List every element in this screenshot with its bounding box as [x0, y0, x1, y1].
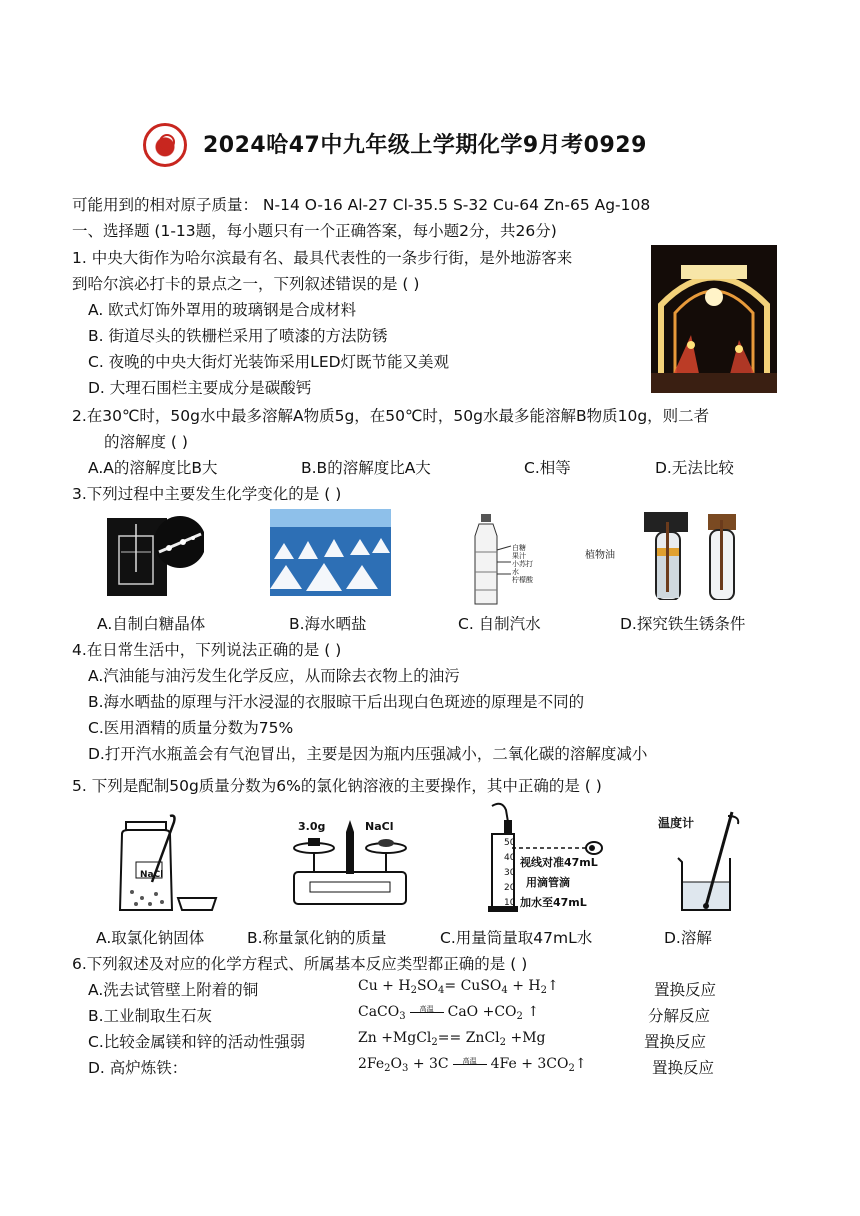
cylinder-tick-labels [504, 836, 518, 911]
jar-nacl-label: NaCl [140, 870, 164, 880]
q4-option-c: C.医用酒精的质量分数为75% [88, 719, 294, 737]
q6-option-a-text: A.洗去试管壁上附着的铜 [88, 981, 259, 999]
q3-option-b: B.海水晒盐 [289, 615, 367, 633]
q2-option-c: C.相等 [524, 459, 571, 477]
cyl-tick-30: 30 [504, 868, 516, 878]
page-title: 2024哈47中九年级上学期化学9月考0929 [203, 133, 647, 158]
q4-stem: 4.在日常生活中，下列说法正确的是 ( ) [72, 641, 342, 659]
q6-b-condition: 高温 [419, 1004, 434, 1013]
q6-option-a-type: 置换反应 [654, 981, 717, 999]
cyl-tick-50: 50 [504, 838, 516, 848]
q5-option-a: A.取氯化钠固体 [96, 929, 205, 947]
q1-option-b: B. 街道尽头的铁栅栏采用了喷漆的方法防锈 [88, 327, 388, 345]
cyl-tick-40: 40 [504, 853, 516, 863]
bottle-ingredients [512, 544, 552, 584]
q3-option-d: D.探究铁生锈条件 [620, 615, 746, 633]
bottle-label-sugar: 白糖 [512, 544, 526, 552]
q6-stem: 6.下列叙述及对应的化学方程式、所属基本反应类型都正确的是 ( ) [72, 955, 528, 973]
q6-option-b-equation: CaCO$_3$ 高温 CaO $+CO_2$ ↑ [358, 1004, 540, 1022]
q2-option-b: B.B的溶解度比A大 [301, 459, 431, 477]
q1-stem-line1: 1. 中央大街作为哈尔滨最有名、最具代表性的一条步行街，是外地游客来 [72, 249, 573, 267]
cyl-tick-20: 20 [504, 883, 516, 893]
q6-option-c-type: 置换反应 [644, 1033, 707, 1051]
q4-option-d: D.打开汽水瓶盖会有气泡冒出，主要是因为瓶内压强减小，二氧化碳的溶解度减小 [88, 745, 648, 763]
q5-option-c: C.用量筒量取47mL水 [440, 929, 593, 947]
q6-option-d-type: 置换反应 [652, 1059, 715, 1077]
q5-option-b: B.称量氯化钠的质量 [247, 929, 387, 947]
q6-option-b-type: 分解反应 [648, 1007, 711, 1025]
q3-stem: 3.下列过程中主要发生化学变化的是 ( ) [72, 485, 342, 503]
q2-option-d: D.无法比较 [655, 459, 734, 477]
q6-option-a-equation: $Cu + H_2SO_4=$ CuSO$_4$ + $H_2↑$ [358, 978, 559, 996]
cylinder-note-2: 用滴管滴 [526, 876, 570, 889]
q6-option-b-text: B.工业制取生石灰 [88, 1007, 213, 1025]
section-heading: 一、选择题 (1-13题，每小题只有一个正确答案，每小题2分，共26分) [72, 222, 557, 240]
bottle-label-water: 水 [512, 568, 519, 576]
bottle-label-soda: 小苏打 [512, 560, 533, 568]
q6-d-condition: 高温 [462, 1056, 477, 1065]
q2-option-a: A.A的溶解度比B大 [88, 459, 218, 477]
q4-option-a: A.汽油能与油污发生化学反应，从而除去衣物上的油污 [88, 667, 460, 685]
q1-stem-line2: 到哈尔滨必打卡的景点之一，下列叙述错误的是 ( ) [72, 275, 420, 293]
q5-stem: 5. 下列是配制50g质量分数为6%的氯化钠溶液的主要操作，其中正确的是 ( ) [72, 777, 602, 795]
bottle-label-juice: 果汁 [512, 552, 526, 560]
q6-option-c-equation: Zn +MgCl$_2$== ZnCl$_2$ +Mg [358, 1030, 546, 1048]
cylinder-note-3: 加水至47mL [520, 896, 587, 909]
iron-rust-test-tubes-image [642, 508, 750, 600]
cylinder-note-1: 视线对准47mL [520, 856, 598, 869]
q2-stem-line1: 2.在30℃时，50g水中最多溶解A物质5g，在50℃时，50g水最多能溶解B物质10g，则二者 [72, 407, 710, 425]
vegetable-oil-label: 植物油 [585, 550, 615, 561]
q1-option-d: D. 大理石围栏主要成分是碳酸钙 [88, 379, 312, 397]
bottle-label-citric: 柠檬酸 [512, 576, 533, 584]
cyl-tick-10: 10 [504, 898, 516, 908]
q2-stem-line2: 的溶解度 ( ) [104, 433, 188, 451]
q6-option-c-text: C.比较金属镁和锌的活动性强弱 [88, 1033, 306, 1051]
atomic-masses: 可能用到的相对原子质量： N-14 O-16 Al-27 Cl-35.5 S-32 Cu-64 Zn-65 Ag-108 [72, 196, 651, 214]
q1-option-c: C. 夜晚的中央大街灯光装饰采用LED灯既节能又美观 [88, 353, 450, 371]
q1-option-a: A. 欧式灯饰外罩用的玻璃钢是合成材料 [88, 301, 357, 319]
q4-option-b: B.海水晒盐的原理与汗水浸湿的衣服晾干后出现白色斑迹的原理是不同的 [88, 693, 585, 711]
central-street-night-photo [651, 245, 777, 393]
q6-option-d-text: D. 高炉炼铁： [88, 1059, 188, 1077]
q5-option-d: D.溶解 [664, 929, 712, 947]
thermometer-label: 温度计 [658, 816, 695, 830]
balance-left-label: 3.0g [298, 820, 326, 833]
nacl-jar-drawing [112, 812, 227, 916]
balance-right-label: NaCl [365, 820, 394, 833]
q3-option-a: A.自制白糖晶体 [97, 615, 206, 633]
salt-pans-image [270, 509, 391, 596]
sugar-crystal-image [107, 512, 204, 596]
school-logo [143, 123, 187, 167]
q3-option-c: C. 自制汽水 [458, 615, 541, 633]
q6-option-d-equation: $2Fe_2O_3 + 3C$ 高温 $4Fe + 3CO_2↑$ [358, 1056, 587, 1074]
